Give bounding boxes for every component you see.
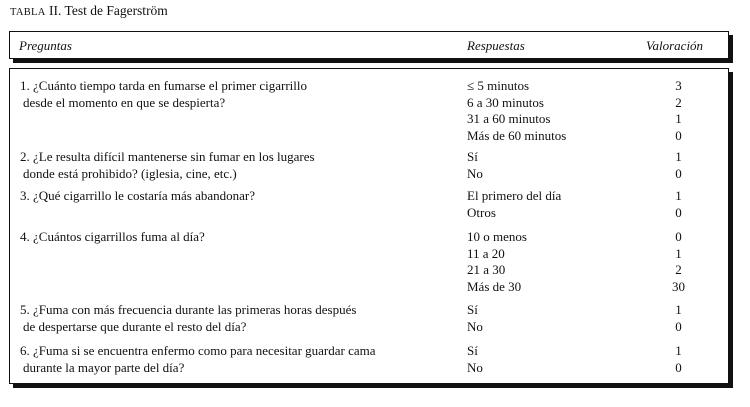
score-values <box>650 302 707 335</box>
score-values <box>650 229 707 295</box>
header-preguntas: Preguntas <box>19 38 72 53</box>
answer-options <box>467 188 561 221</box>
header-valoracion: Valoración <box>646 38 704 53</box>
question-line: 4. ¿Cuántos cigarrillos fuma al día? <box>20 229 205 244</box>
answer-options <box>467 343 483 376</box>
header-respuestas: Respuestas <box>467 38 525 53</box>
score-value: 0 <box>675 127 682 143</box>
score-values <box>650 343 707 376</box>
question-line: 6. ¿Fuma si se encuentra enfermo como para necesitar guardar cama <box>20 343 376 358</box>
question-text <box>20 302 356 335</box>
question-text <box>20 78 307 111</box>
question-text <box>20 229 205 246</box>
question-line: 1. ¿Cuánto tiempo tarda en fumarse el primer cigarrillo <box>20 78 307 93</box>
table-header <box>9 31 729 59</box>
score-values <box>650 149 707 182</box>
answer-option: Sí <box>467 302 478 317</box>
answer-option: Sí <box>467 343 478 358</box>
answer-option: Más de 30 <box>467 278 522 294</box>
question-text <box>20 188 255 205</box>
question-text <box>20 343 376 376</box>
score-value: 1 <box>675 245 682 261</box>
answer-option: No <box>467 359 483 375</box>
caption-prefix: TABLA <box>10 7 46 18</box>
score-value: 1 <box>675 149 682 164</box>
question-text <box>20 149 315 182</box>
answer-option: 11 a 20 <box>467 245 505 261</box>
answer-options <box>467 229 527 295</box>
answer-options <box>467 149 483 182</box>
question-line: 3. ¿Qué cigarrillo le costaría más abandonar? <box>20 188 255 203</box>
answer-options <box>467 302 483 335</box>
question-line: durante la mayor parte del día? <box>23 359 185 375</box>
score-value: 0 <box>675 318 682 334</box>
score-value: 30 <box>672 278 685 294</box>
answer-option: Otros <box>467 204 496 220</box>
question-line: 2. ¿Le resulta difícil mantenerse sin fumar en los lugares <box>20 149 315 164</box>
answer-option: 10 o menos <box>467 229 527 244</box>
answer-option: 21 a 30 <box>467 262 506 277</box>
score-value: 0 <box>675 229 682 244</box>
score-value: 1 <box>675 343 682 358</box>
caption-title: II. Test de Fagerström <box>45 3 168 18</box>
score-value: 1 <box>675 111 682 126</box>
answer-option: ≤ 5 minutos <box>467 78 530 93</box>
score-value: 3 <box>675 78 682 93</box>
score-value: 1 <box>675 188 682 203</box>
answer-option: El primero del día <box>467 188 562 203</box>
answer-option: No <box>467 318 483 334</box>
answer-option: No <box>467 165 483 181</box>
score-value: 0 <box>675 359 682 375</box>
score-values <box>650 188 707 221</box>
question-line: 5. ¿Fuma con más frecuencia durante las primeras horas después <box>20 302 357 317</box>
question-line: desde el momento en que se despierta? <box>23 94 226 110</box>
score-value: 0 <box>675 165 682 181</box>
table-body <box>9 68 729 384</box>
answer-option: 31 a 60 minutos <box>467 111 551 126</box>
score-values <box>650 78 707 144</box>
answer-option: Más de 60 minutos <box>467 127 567 143</box>
score-value: 2 <box>675 94 682 110</box>
answer-options <box>467 78 566 144</box>
answer-option: Sí <box>467 149 478 164</box>
score-value: 2 <box>675 262 682 277</box>
question-line: de despertarse que durante el resto del día? <box>23 318 247 334</box>
answer-option: 6 a 30 minutos <box>467 94 544 110</box>
score-value: 1 <box>675 302 682 317</box>
table-caption <box>10 3 168 19</box>
score-value: 0 <box>675 204 682 220</box>
question-line: donde está prohibido? (iglesia, cine, etc.) <box>23 165 237 181</box>
